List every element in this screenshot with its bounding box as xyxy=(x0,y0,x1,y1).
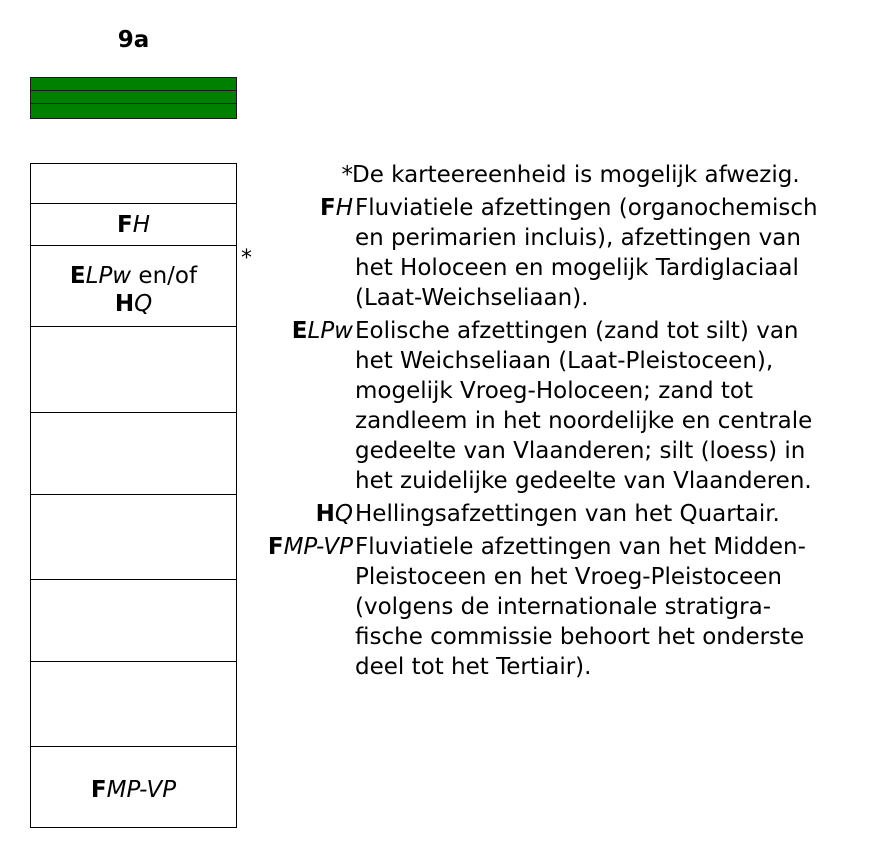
vegetation-layer xyxy=(30,77,237,119)
vegetation-band xyxy=(31,78,236,91)
legend-code: HQ xyxy=(315,501,353,527)
layer-boundary xyxy=(31,746,236,747)
vegetation-band xyxy=(31,104,236,116)
stratigraphic-column xyxy=(30,163,237,828)
layer-boundary xyxy=(31,326,236,327)
layer-boundary xyxy=(31,661,236,662)
legend-entry xyxy=(240,160,860,190)
legend-description: Hellingsafzettingen van het Quartair. xyxy=(355,501,780,527)
layer-boundary xyxy=(31,203,236,204)
legend-entry xyxy=(240,532,860,682)
legend-code: FH xyxy=(319,195,353,221)
legend-description: Fluviatiele afzettingen (organochemisch en perimarien incluis), afzettingen van het Holoceen en mogelijk Tardiglaciaal (Laat-Weichseliaan). xyxy=(355,195,818,311)
legend-code: ELPw xyxy=(291,318,353,344)
legend-entry xyxy=(240,316,860,496)
legend xyxy=(240,160,860,685)
vegetation-band xyxy=(31,91,236,104)
layer-boundary xyxy=(31,579,236,580)
layer-boundary xyxy=(31,245,236,246)
legend-entry xyxy=(240,193,860,313)
legend-entry xyxy=(240,499,860,529)
profile-title: 9a xyxy=(117,27,150,53)
legend-code: FMP-VP xyxy=(267,534,353,560)
layer-boundary xyxy=(31,494,236,495)
legend-description: De karteereenheid is mogelijk afwezig. xyxy=(352,162,800,188)
possibly-absent-marker: * xyxy=(241,246,252,271)
layer-label-fh: FH xyxy=(116,212,150,238)
legend-description: Eolische afzettingen (zand tot silt) van het Weichseliaan (Laat-Pleistoceen), mogelijk Vroeg-Holoceen; zand tot zandleem in het noordelijke en centrale gedeelte van Vlaanderen; silt (loess) in het zuidelijke gedeelte van Vlaanderen. xyxy=(355,318,813,494)
legend-description: Fluviatiele afzettingen van het Midden- Pleistoceen en het Vroeg-Pleistoceen (volgens de internationale stratigra- fische commissie behoort het onderste deel tot het Tertiair). xyxy=(355,534,806,680)
layer-boundary xyxy=(31,412,236,413)
layer-label-elpw-hq: ELPw en/of HQ xyxy=(69,263,198,317)
legend-code: * xyxy=(341,162,353,188)
layer-label-fmp-vp: FMP-VP xyxy=(90,777,177,803)
